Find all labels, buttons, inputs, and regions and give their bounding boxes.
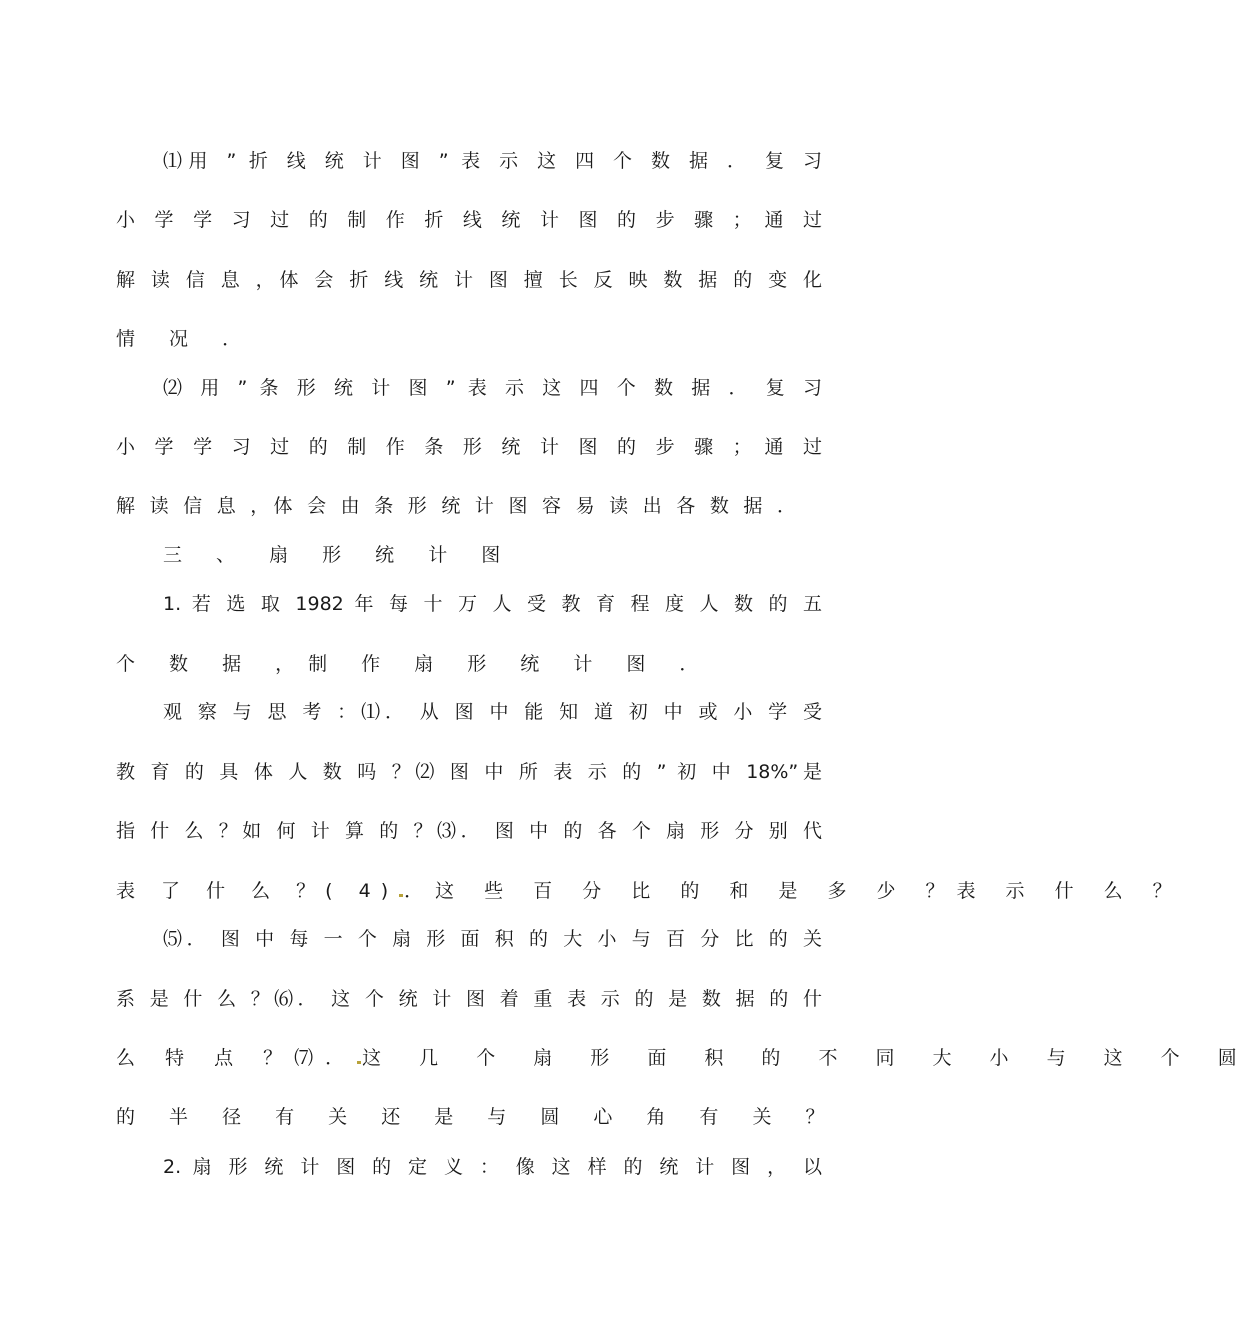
paragraph-line-1: ⑴用 ” 折 线 统 计 图 ” 表 示 这 四 个 数 据 ． 复 习 <box>163 150 822 172</box>
paragraph-line-14 <box>116 879 1184 903</box>
paragraph-line-9: 1. 若 选 取 1982 年 每 十 万 人 受 教 育 程 度 人 数 的 五 <box>163 593 822 615</box>
highlight-mark-2 <box>357 1061 361 1064</box>
line-14-part-1: 表 了 什 么 ？( 4) <box>116 880 399 902</box>
paragraph-line-18: 的 半 径 有 关 还 是 与 圆 心 角 有 关 ？ <box>116 1106 839 1128</box>
paragraph-line-3: 解 读 信 息 ，体 会 折 线 统 计 图 擅 长 反 映 数 据 的 变 化 <box>116 269 822 291</box>
paragraph-line-12: 教 育 的 具 体 人 数 吗 ？⑵ 图 中 所 表 示 的 ” 初 中 18%”是 <box>116 761 822 783</box>
paragraph-line-5: ⑵ 用 ” 条 形 统 计 图 ” 表 示 这 四 个 数 据 ． 复 习 <box>163 377 822 399</box>
paragraph-line-11: 观 察 与 思 考 ：⑴． 从 图 中 能 知 道 初 中 或 小 学 受 <box>163 701 822 723</box>
paragraph-line-13: 指 什 么 ？如 何 计 算 的 ？⑶． 图 中 的 各 个 扇 形 分 别 代 <box>116 820 822 842</box>
paragraph-line-2: 小 学 学 习 过 的 制 作 折 线 统 计 图 的 步 骤 ； 通 过 <box>116 209 822 231</box>
paragraph-line-7: 解 读 信 息 ，体 会 由 条 形 统 计 图 容 易 读 出 各 数 据 ． <box>116 495 796 517</box>
paragraph-line-15: ⑸． 图 中 每 一 个 扇 形 面 积 的 大 小 与 百 分 比 的 关 <box>163 928 822 950</box>
line-17-part-2: 这 几 个 扇 形 面 积 的 不 同 大 小 与 这 个 圆 <box>362 1047 1253 1069</box>
paragraph-line-10: 个 数 据 ，制 作 扇 形 统 计 图 ． <box>116 653 713 675</box>
section-heading: 三 、 扇 形 统 计 图 <box>163 544 515 566</box>
highlight-mark <box>399 894 403 897</box>
paragraph-line-6: 小 学 学 习 过 的 制 作 条 形 统 计 图 的 步 骤 ； 通 过 <box>116 436 822 458</box>
paragraph-line-17 <box>116 1046 1253 1070</box>
paragraph-line-19: 2. 扇 形 统 计 图 的 定 义 ： 像 这 样 的 统 计 图 ， 以 <box>163 1156 822 1178</box>
paragraph-line-16: 系 是 什 么 ？⑹． 这 个 统 计 图 着 重 表 示 的 是 数 据 的 什 <box>116 988 822 1010</box>
line-14-part-2: ．这 些 百 分 比 的 和 是 多 少 ？表 示 什 么 ？ <box>404 880 1184 902</box>
paragraph-line-4: 情 况 ． <box>116 328 256 350</box>
line-17-part-1: 么 特 点 ？⑺． <box>116 1047 357 1069</box>
